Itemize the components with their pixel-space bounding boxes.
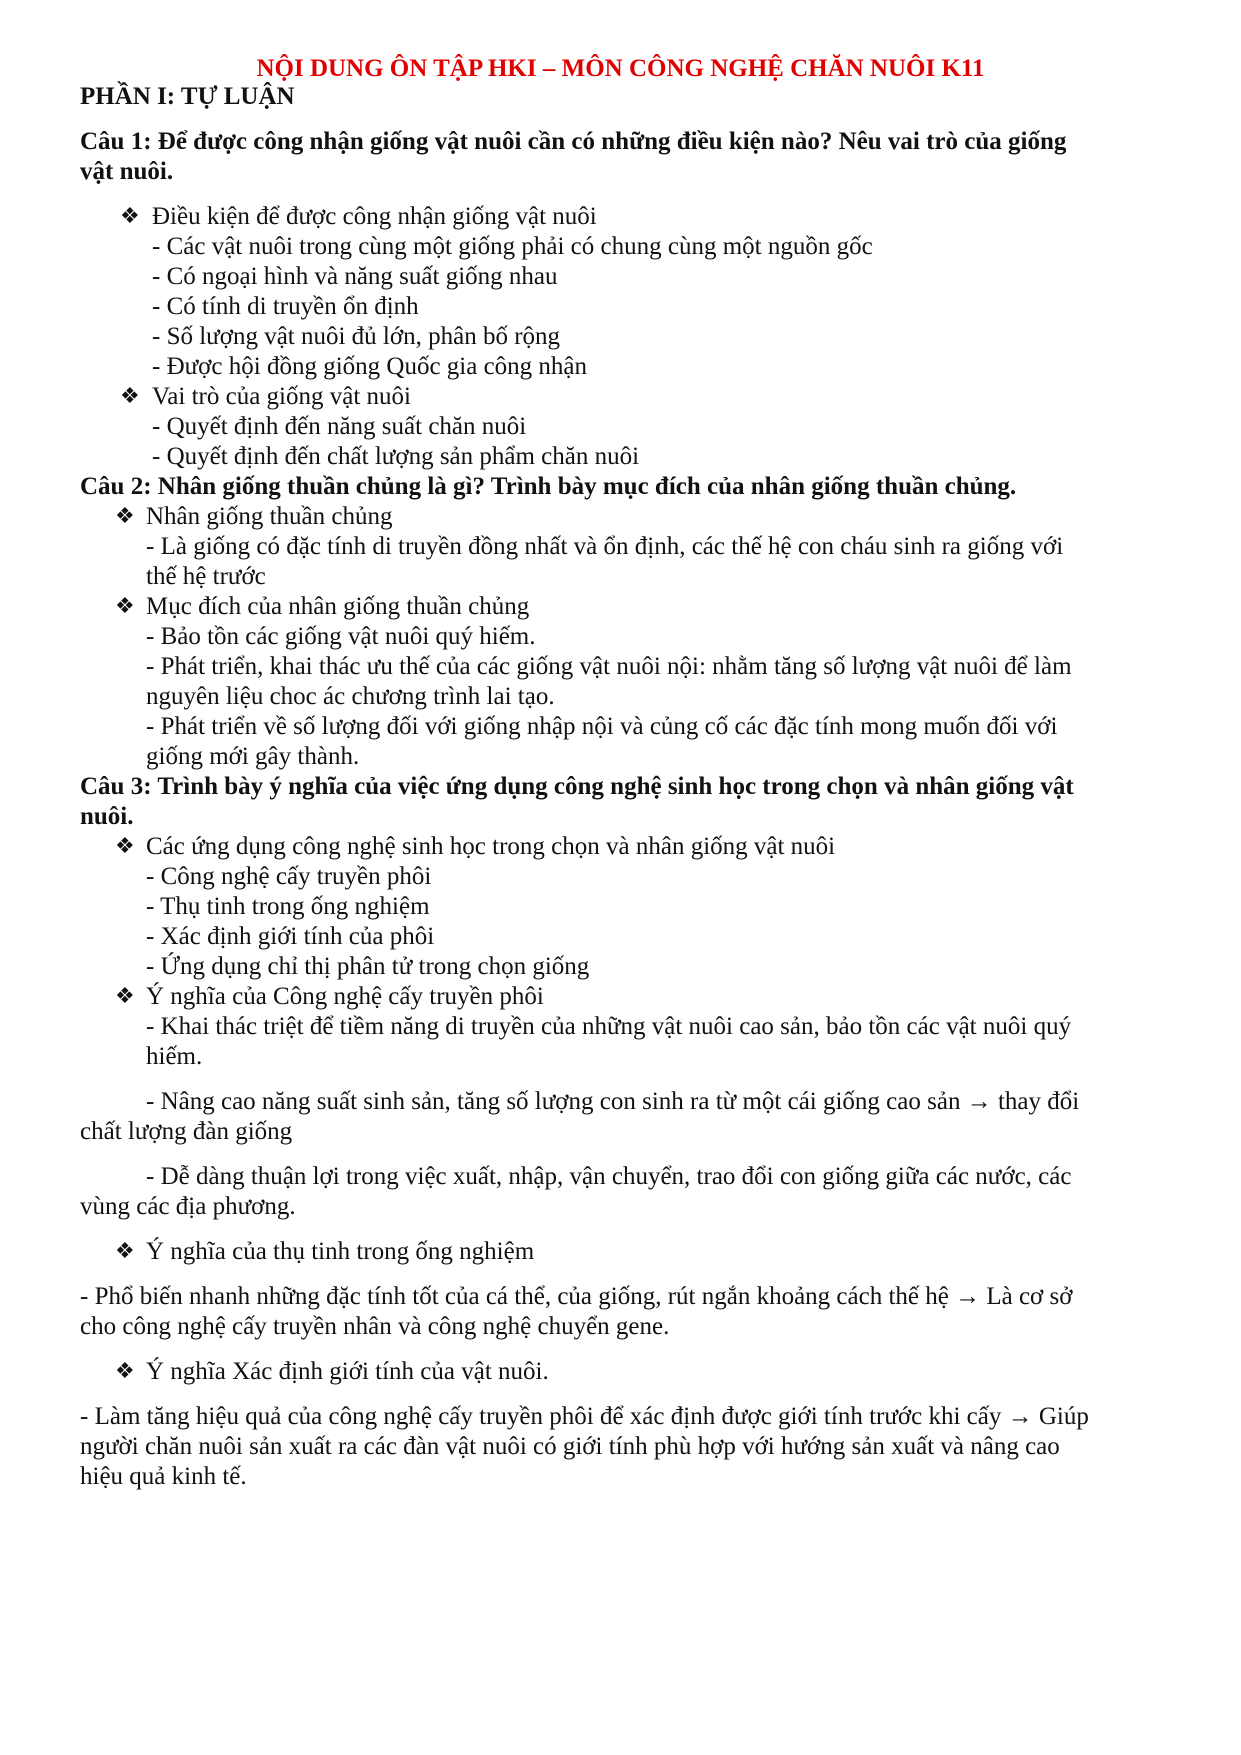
- part-heading: PHẦN I: TỰ LUẬN: [80, 83, 295, 110]
- list-item: - Xác định giới tính của phôi: [146, 923, 435, 950]
- text-line: giống mới gây thành.: [146, 743, 360, 770]
- text-line: - Dễ dàng thuận lợi trong việc xuất, nhập, vận chuyển, trao đổi con giống giữa các nước, các: [146, 1163, 1072, 1190]
- text-line: hiếm.: [146, 1043, 203, 1070]
- diamond-bullet-icon: ❖: [120, 384, 140, 409]
- q3-bullet-ivf: Ý nghĩa của thụ tinh trong ống nghiệm: [146, 1238, 535, 1265]
- text-line: hiệu quả kinh tế.: [80, 1463, 247, 1490]
- text-line: - Phát triển về số lượng đối với giống nhập nội và củng cố các đặc tính mong muốn đối với: [146, 713, 1058, 740]
- text-line: - Khai thác triệt để tiềm năng di truyền của những vật nuôi cao sản, bảo tồn các vật nuôi quý: [146, 1013, 1072, 1040]
- text-line: người chăn nuôi sản xuất ra các đàn vật nuôi có giới tính phù hợp với hướng sản xuất và nâng cao: [80, 1433, 1060, 1460]
- list-item: - Ứng dụng chỉ thị phân tử trong chọn giống: [146, 953, 590, 980]
- text-line: - Phổ biến nhanh những đặc tính tốt của cá thể, của giống, rút ngắn khoảng cách thế hệ → Là cơ sở: [80, 1283, 1073, 1310]
- list-item: - Có ngoại hình và năng suất giống nhau: [152, 263, 558, 290]
- diamond-bullet-icon: ❖: [120, 204, 140, 229]
- list-item: - Các vật nuôi trong cùng một giống phải có chung cùng một nguồn gốc: [152, 233, 873, 260]
- text-line: thế hệ trước: [146, 563, 266, 590]
- list-item: - Có tính di truyền ổn định: [152, 293, 419, 320]
- text-line: - Nâng cao năng suất sinh sản, tăng số lượng con sinh ra từ một cái giống cao sản → thay đổi: [146, 1088, 1080, 1115]
- text-line: - Là giống có đặc tính di truyền đồng nhất và ổn định, các thế hệ con cháu sinh ra giống với: [146, 533, 1064, 560]
- list-item: - Số lượng vật nuôi đủ lớn, phân bố rộng: [152, 323, 561, 350]
- q2-bullet-definition: Nhân giống thuần chủng: [146, 503, 393, 530]
- diamond-bullet-icon: ❖: [115, 1239, 135, 1264]
- q2-heading: Câu 2: Nhân giống thuần chủng là gì? Trình bày mục đích của nhân giống thuần chủng.: [80, 473, 1017, 500]
- list-item: - Quyết định đến chất lượng sản phẩm chăn nuôi: [152, 443, 640, 470]
- document-title: NỘI DUNG ÔN TẬP HKI – MÔN CÔNG NGHỆ CHĂN NUÔI K11: [256, 55, 985, 82]
- text-line: - Làm tăng hiệu quả của công nghệ cấy truyền phôi để xác định được giới tính trước khi cấy → Giúp: [80, 1403, 1089, 1430]
- text-line: nguyên liệu choc ác chương trình lai tạo.: [146, 683, 555, 710]
- diamond-bullet-icon: ❖: [115, 984, 135, 1009]
- list-item: - Được hội đồng giống Quốc gia công nhận: [152, 353, 588, 380]
- q1-bullet-conditions: Điều kiện để được công nhận giống vật nuôi: [152, 203, 597, 230]
- q3-bullet-sex-determination: Ý nghĩa Xác định giới tính của vật nuôi.: [146, 1358, 549, 1385]
- q1-bullet-role: Vai trò của giống vật nuôi: [152, 383, 411, 410]
- text-line: - Phát triển, khai thác ưu thế của các giống vật nuôi nội: nhằm tăng số lượng vật nuôi để làm: [146, 653, 1072, 680]
- q2-bullet-purpose: Mục đích của nhân giống thuần chủng: [146, 593, 530, 620]
- text-line: chất lượng đàn giống: [80, 1118, 293, 1145]
- q3-heading-line1: Câu 3: Trình bày ý nghĩa của việc ứng dụng công nghệ sinh học trong chọn và nhân giống vật: [80, 773, 1074, 800]
- diamond-bullet-icon: ❖: [115, 504, 135, 529]
- diamond-bullet-icon: ❖: [115, 834, 135, 859]
- list-item: - Công nghệ cấy truyền phôi: [146, 863, 432, 890]
- text-line: - Bảo tồn các giống vật nuôi quý hiếm.: [146, 623, 536, 650]
- text-line: vùng các địa phương.: [80, 1193, 296, 1220]
- list-item: - Quyết định đến năng suất chăn nuôi: [152, 413, 527, 440]
- q3-bullet-applications: Các ứng dụng công nghệ sinh học trong chọn và nhân giống vật nuôi: [146, 833, 836, 860]
- q1-heading-line2: vật nuôi.: [80, 158, 174, 185]
- diamond-bullet-icon: ❖: [115, 1359, 135, 1384]
- list-item: - Thụ tinh trong ống nghiệm: [146, 893, 430, 920]
- text-line: cho công nghệ cấy truyền nhân và công nghệ chuyển gene.: [80, 1313, 670, 1340]
- q3-heading-line2: nuôi.: [80, 803, 134, 830]
- q1-heading-line1: Câu 1: Để được công nhận giống vật nuôi cần có những điều kiện nào? Nêu vai trò của giống: [80, 128, 1067, 155]
- q3-bullet-embryo-transfer: Ý nghĩa của Công nghệ cấy truyền phôi: [146, 983, 544, 1010]
- diamond-bullet-icon: ❖: [115, 594, 135, 619]
